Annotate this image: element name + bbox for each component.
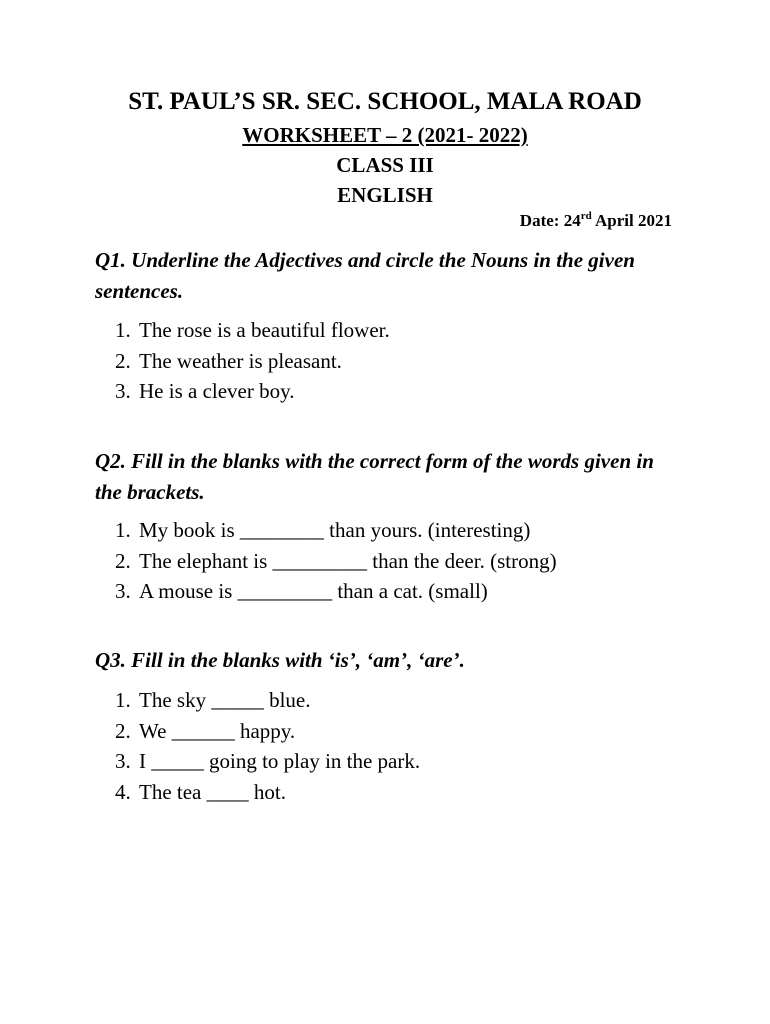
item-number: 1. — [115, 518, 131, 542]
item-number: 4. — [115, 779, 131, 804]
item-number: 2. — [115, 548, 131, 573]
item-number: 2. — [115, 718, 131, 743]
item-text: We ______ happy. — [139, 718, 296, 743]
question-1-title: Q1. Underline the Adjectives and circle the Nouns in the given sentences. — [95, 248, 635, 303]
date-suffix: April 2021 — [591, 211, 672, 230]
list-item — [115, 576, 557, 607]
school-name: ST. PAUL’S SR. SEC. SCHOOL, MALA ROAD — [128, 88, 642, 115]
item-text: The elephant is _________ than the deer. (strong) — [139, 548, 557, 573]
item-number: 3. — [115, 749, 131, 773]
item-number: 1. — [115, 318, 131, 342]
date-ordinal: rd — [580, 210, 592, 222]
list-item — [115, 777, 420, 808]
item-text: The weather is pleasant. — [139, 348, 342, 373]
list-item — [115, 716, 420, 747]
list-item — [115, 546, 557, 577]
item-number: 1. — [115, 688, 131, 712]
item-text: I _____ going to play in the park. — [139, 749, 421, 773]
subject-label: ENGLISH — [337, 183, 433, 207]
question-3-list — [115, 685, 420, 807]
item-text: The tea ____ hot. — [139, 779, 286, 804]
item-number: 3. — [115, 579, 131, 603]
question-1-list — [115, 315, 390, 407]
item-number: 2. — [115, 348, 131, 373]
list-item — [115, 746, 420, 777]
question-3-title: Q3. Fill in the blanks with ‘is’, ‘am’, ‘are’. — [95, 648, 465, 672]
worksheet-title: WORKSHEET – 2 (2021- 2022) — [242, 123, 528, 147]
worksheet-date — [520, 211, 672, 231]
item-text: The rose is a beautiful flower. — [139, 318, 390, 342]
item-text: My book is ________ than yours. (interesting) — [139, 518, 531, 542]
question-2-list — [115, 515, 557, 607]
list-item — [115, 346, 390, 377]
class-label: CLASS III — [336, 153, 434, 177]
list-item — [115, 315, 390, 346]
item-text: The sky _____ blue. — [139, 688, 311, 712]
date-prefix: Date: 24 — [519, 211, 581, 230]
question-2-title: Q2. Fill in the blanks with the correct form of the words given in the brackets. — [95, 449, 654, 504]
list-item — [115, 376, 390, 407]
list-item — [115, 685, 420, 716]
item-number: 3. — [115, 379, 131, 403]
list-item — [115, 515, 557, 546]
item-text: A mouse is _________ than a cat. (small) — [139, 579, 488, 603]
item-text: He is a clever boy. — [139, 379, 295, 403]
